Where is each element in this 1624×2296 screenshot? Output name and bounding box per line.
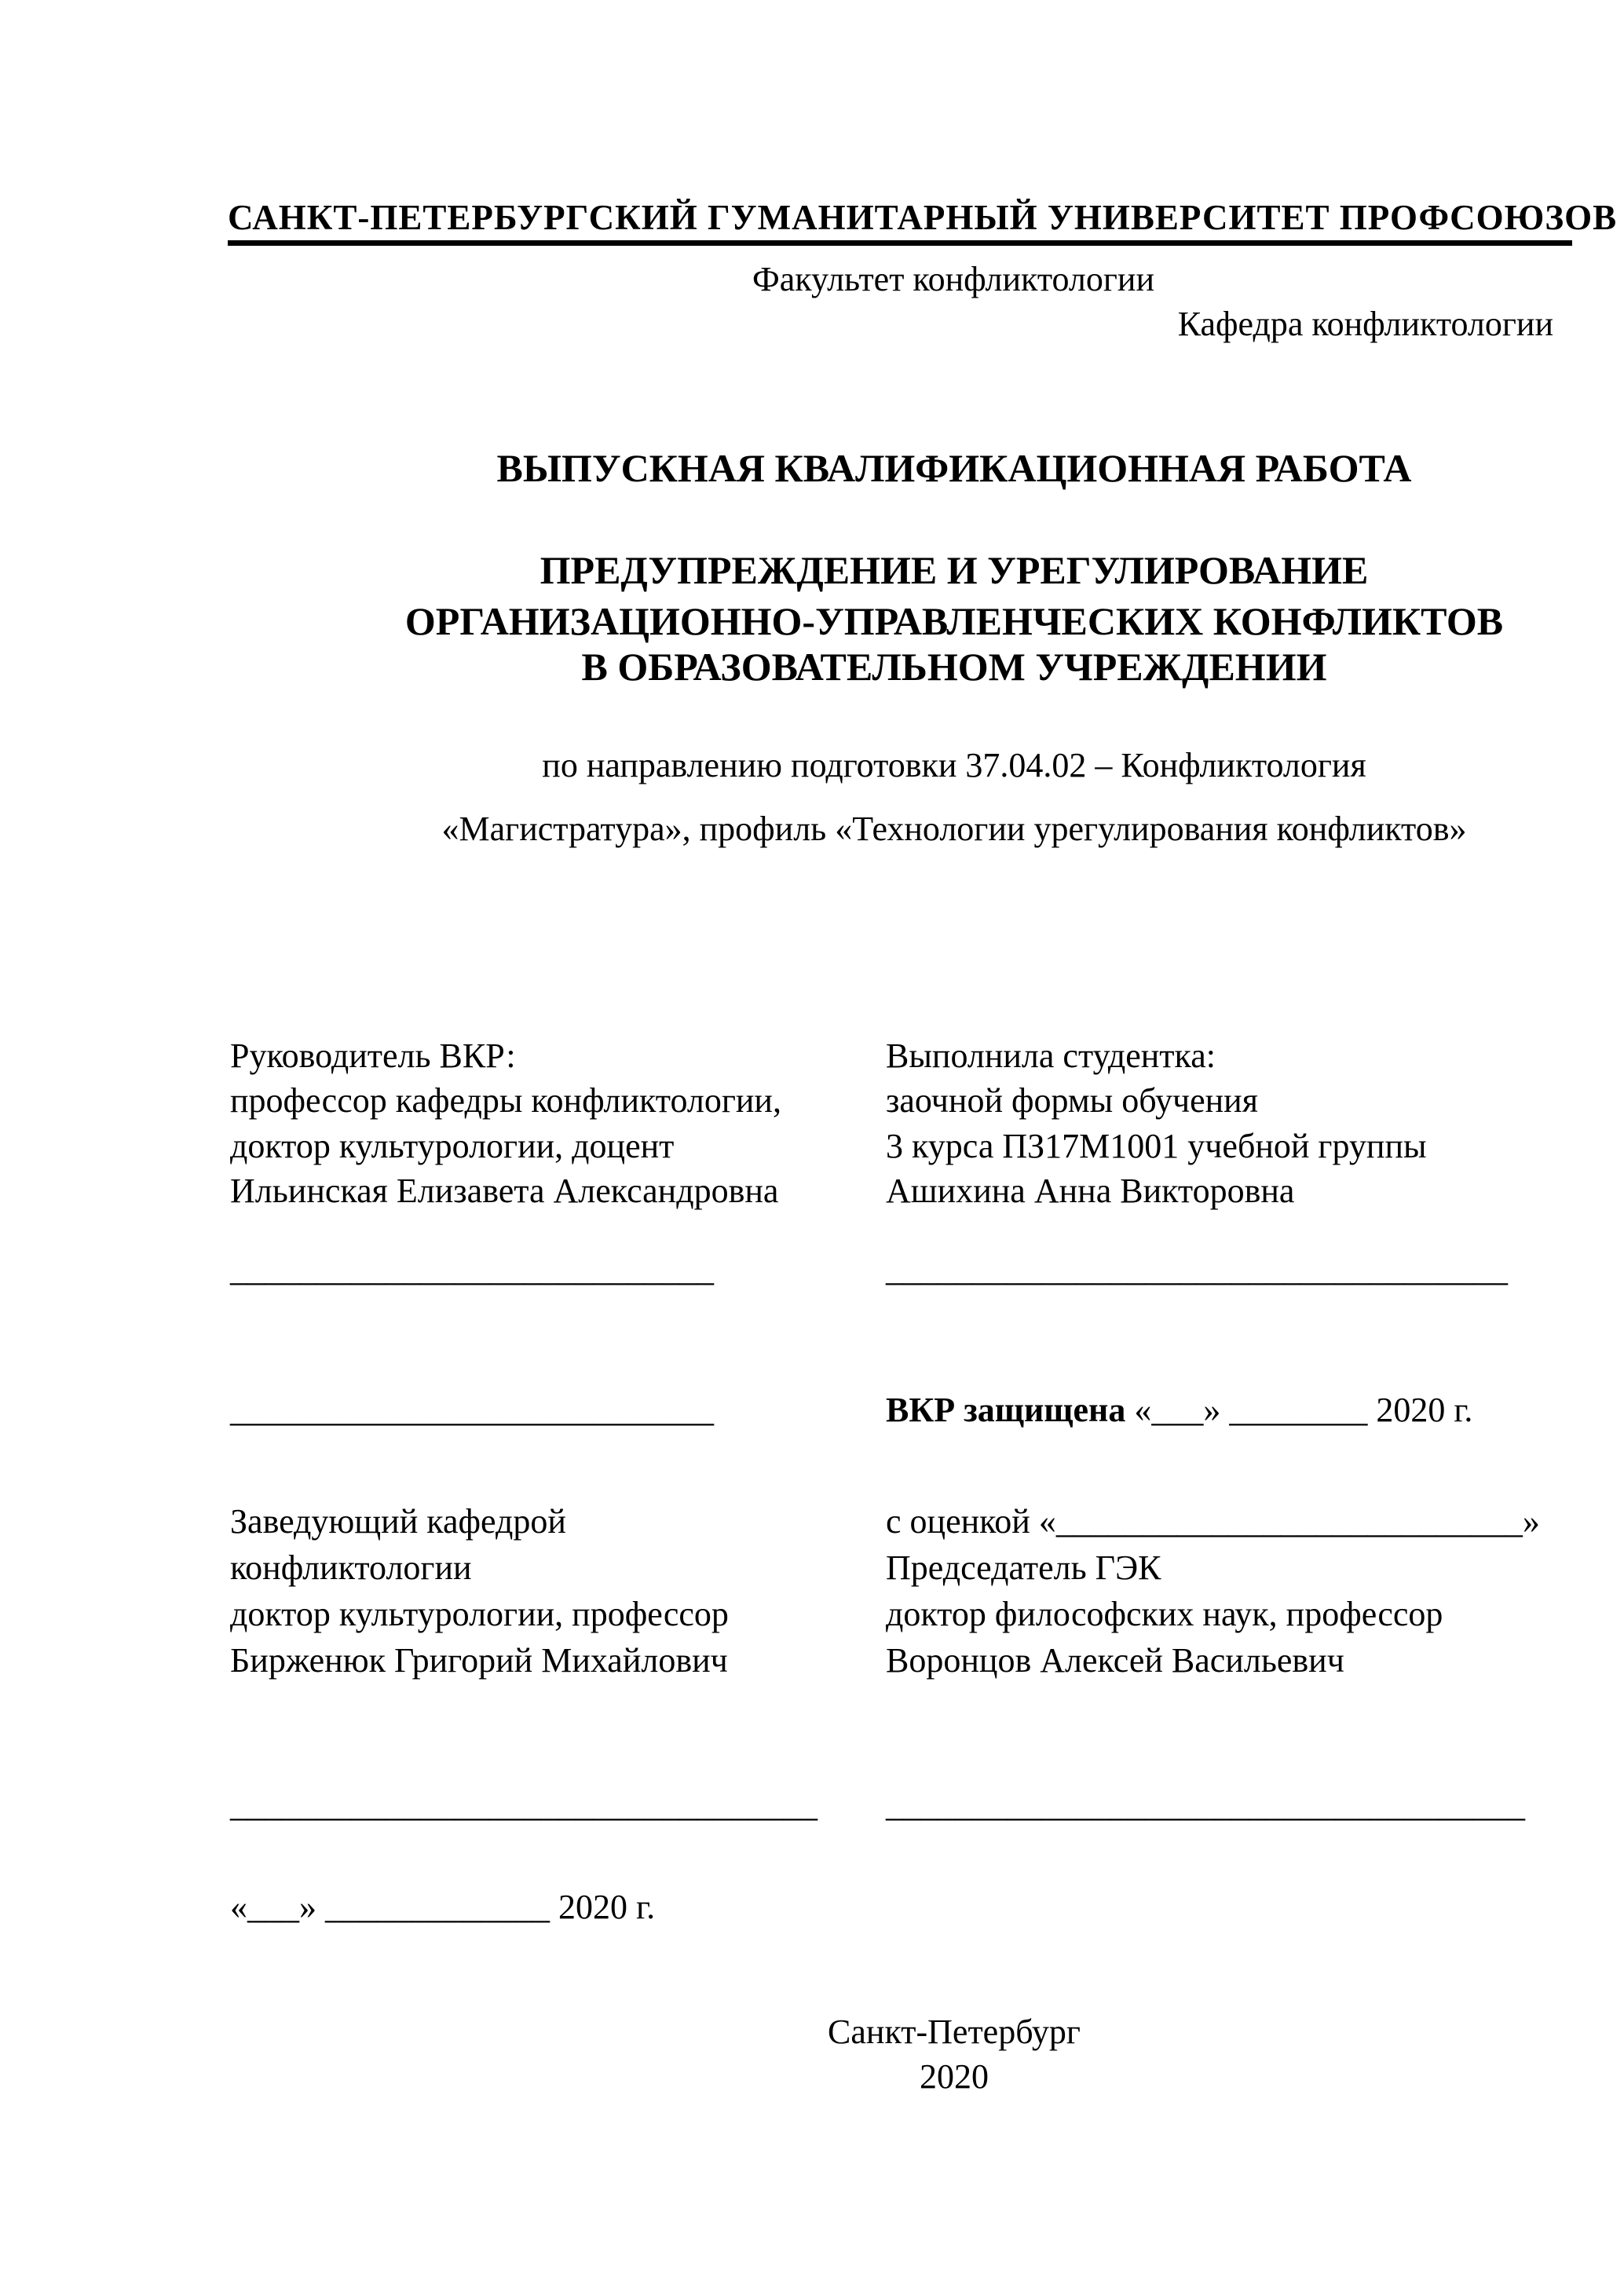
footer-city: Санкт-Петербург	[828, 2013, 1081, 2051]
student-label: Выполнила студентка:	[886, 1036, 1216, 1075]
work-kind-heading: ВЫПУСКНАЯ КВАЛИФИКАЦИОННАЯ РАБОТА	[496, 446, 1412, 490]
head-signature-line: ____________________________	[230, 1391, 714, 1429]
university-name: САНКТ-ПЕТЕРБУРГСКИЙ ГУМАНИТАРНЫЙ УНИВЕРСИТЕТ ПРОФСОЮЗОВ	[228, 198, 1618, 237]
supervisor-signature-line: ____________________________	[230, 1250, 714, 1289]
supervisor-label: Руководитель ВКР:	[230, 1036, 516, 1075]
work-title-line1: ПРЕДУПРЕЖДЕНИЕ И УРЕГУЛИРОВАНИЕ	[540, 548, 1369, 592]
head-name: Бирженюк Григорий Михайлович	[230, 1641, 728, 1680]
supervisor-position-line1: профессор кафедры конфликтологии,	[230, 1081, 781, 1120]
chair-position: доктор философских наук, профессор	[886, 1595, 1443, 1633]
supervisor-name: Ильинская Елизавета Александровна	[230, 1172, 779, 1210]
chair-signature-line: _____________________________________	[886, 1786, 1525, 1824]
head-position: доктор культурологии, профессор	[230, 1595, 729, 1633]
chair-label: Председатель ГЭК	[886, 1548, 1161, 1587]
defense-label: ВКР защищена	[886, 1391, 1126, 1429]
head-date-blank: «___» _____________ 2020 г.	[230, 1888, 656, 1926]
student-study-form: заочной формы обучения	[886, 1081, 1258, 1120]
chair-name: Воронцов Алексей Васильевич	[886, 1641, 1344, 1680]
program-direction: по направлению подготовки 37.04.02 – Конфликтология	[542, 746, 1366, 784]
grade-blank-line: с оценкой «___________________________»	[886, 1502, 1540, 1541]
head-label-line2: конфликтологии	[230, 1548, 472, 1587]
head-signature-line2: __________________________________	[230, 1786, 817, 1824]
program-profile: «Магистратура», профиль «Технологии урегулирования конфликтов»	[441, 810, 1467, 848]
work-title-line3: В ОБРАЗОВАТЕЛЬНОМ УЧРЕЖДЕНИИ	[581, 645, 1327, 689]
faculty-name: Факультет конфликтологии	[752, 260, 1154, 298]
student-group: 3 курса ПЗ17М1001 учебной группы	[886, 1127, 1427, 1165]
work-title-line2: ОРГАНИЗАЦИОННО-УПРАВЛЕНЧЕСКИХ КОНФЛИКТОВ	[404, 599, 1504, 643]
head-label-line1: Заведующий кафедрой	[230, 1502, 566, 1541]
student-signature-line: ____________________________________	[886, 1250, 1508, 1289]
footer-year: 2020	[920, 2057, 989, 2096]
defense-date-blank: «___» ________ 2020 г.	[1125, 1391, 1473, 1429]
supervisor-position-line2: доктор культурологии, доцент	[230, 1127, 675, 1165]
department-name: Кафедра конфликтологии	[1177, 305, 1553, 343]
student-name: Ашихина Анна Викторовна	[886, 1172, 1295, 1210]
header-rule	[228, 240, 1572, 246]
defense-date-line	[886, 1393, 1472, 1428]
